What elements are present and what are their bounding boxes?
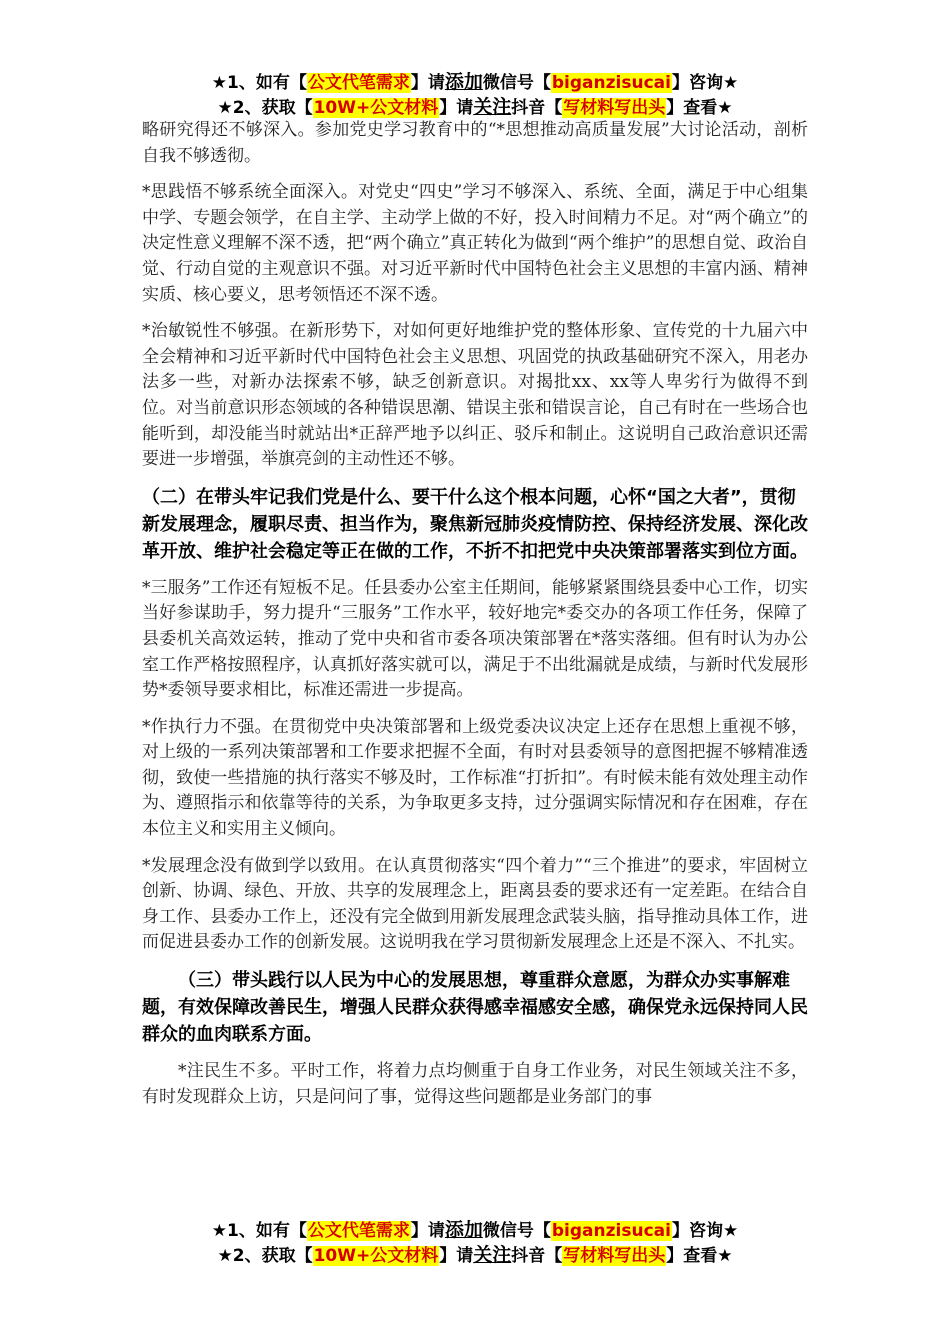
banner-text: 】咨询★	[671, 73, 739, 93]
header-banner	[140, 70, 810, 120]
body-paragraph: *治敏锐性不够强。在新形势下，对如何更好地维护党的整体形象、宣传党的十九届六中全会精神和习近平新时代中国特色社会主义思想、巩固党的执政基础研究不深入，用老办法多一些，对新办法探索不够，缺乏创新意识。对揭批xx、xx等人卑劣行为做得不到位。对当前意识形态领域的各种错误思潮、错误主张和错误言论，自己有时在一些场合也能听到，却没能当时就站出*正辞严地予以纠正、驳斥和制止。这说明自己政治意识还需要进一步增强，举旗亮剑的主动性还不够。	[142, 321, 808, 470]
section-heading: （二）在带头牢记我们党是什么、要干什么这个根本问题，心怀“国之大者”，贯彻新发展理念，履职尽责、担当作为，聚焦新冠肺炎疫情防控、保持经济发展、深化改革开放、维护社会稳定等正在做的工作，不折不扣把党中央决策部署落实到位方面。	[142, 486, 808, 562]
banner-highlight: 10W+公文材料	[313, 1246, 439, 1266]
banner-highlight: biganzisucai	[551, 73, 671, 93]
footer-banner	[140, 1218, 810, 1268]
banner-text: ★2、获取【	[217, 98, 313, 118]
banner-text: 微信号【	[482, 1221, 551, 1241]
banner-emphasis: 添加	[444, 1219, 483, 1241]
banner-text: 】请	[410, 1221, 445, 1241]
body-paragraph: *三服务”工作还有短板不足。任县委办公室主任期间，能够紧紧围绕县委中心工作，切实当好参谋助手，努力提升“三服务”工作水平，较好地完*委交办的各项工作任务，保障了县委机关高效运转，推动了党中央和省市委各项决策部署在*落实落细。但有时认为办公室工作严格按照程序，认真抓好落实就可以，满足于不出纰漏就是成绩，与新时代发展形势*委领导要求相比，标准还需进一步提高。	[142, 577, 808, 701]
banner-emphasis: 关注	[473, 1244, 512, 1266]
banner-text: ★1、如有【	[211, 1221, 307, 1241]
banner-text: 】请	[410, 73, 445, 93]
banner-line-1	[140, 1218, 810, 1243]
banner-emphasis: 添加	[444, 71, 483, 93]
banner-highlight: 写材料写出头	[563, 1246, 666, 1266]
banner-text: 微信号【	[482, 73, 551, 93]
banner-text: 】咨询★	[671, 1221, 739, 1241]
banner-line-1	[140, 70, 810, 95]
banner-highlight: 公文代笔需求	[307, 1221, 410, 1241]
banner-highlight: 写材料写出头	[563, 98, 666, 118]
body-paragraph: *思践悟不够系统全面深入。对党史“四史”学习不够深入、系统、全面，满足于中心组集中学、专题会领学，在自主学、主动学上做的不好，投入时间精力不足。对“两个确立”的决定性意义理解不深不透，把“两个确立”真正转化为做到“两个维护”的思想自觉、政治自觉、行动自觉的主观意识不强。对习近平新时代中国特色社会主义思想的丰富内涵、精神实质、核心要义，思考领悟还不深不透。	[142, 182, 808, 305]
body-paragraph: 略研究得还不够深入。参加党史学习教育中的“*思想推动高质量发展”大讨论活动，剖析自我不够透彻。	[142, 120, 808, 166]
banner-highlight: biganzisucai	[551, 1221, 671, 1241]
banner-highlight: 公文代笔需求	[307, 73, 410, 93]
body-paragraph: *发展理念没有做到学以致用。在认真贯彻落实“四个着力”“三个推进”的要求，牢固树立创新、协调、绿色、开放、共享的发展理念上，距离县委的要求还有一定差距。在结合自身工作、县委办工作上，还没有完全做到用新发展理念武装头脑，指导推动具体工作，进而促进县委办工作的创新发展。这说明我在学习贯彻新发展理念上还是不深入、不扎实。	[142, 855, 808, 953]
banner-text: ★1、如有【	[211, 73, 307, 93]
section-heading: （三）带头践行以人民为中心的发展思想，尊重群众意愿，为群众办实事解难题，有效保障改善民生，增强人民群众获得感幸福感安全感，确保党永远保持同人民群众的血肉联系方面。	[142, 970, 808, 1046]
banner-emphasis: 关注	[473, 96, 512, 118]
banner-line-2	[140, 1243, 810, 1268]
banner-text: 】请	[439, 98, 474, 118]
banner-line-2	[140, 95, 810, 120]
banner-text: 抖音【	[511, 1246, 563, 1266]
body-paragraph: *作执行力不强。在贯彻党中央决策部署和上级党委决议决定上还存在思想上重视不够，对上级的一系列决策部署和工作要求把握不全面，有时对县委领导的意图把握不够精准透彻，致使一些措施的执行落实不够及时，工作标准“打折扣”。有时候未能有效处理主动作为、遵照指示和依靠等待的关系，为争取更多支持，过分强调实际情况和存在困难，存在本位主义和实用主义倾向。	[142, 716, 808, 840]
banner-text: 】查看★	[666, 98, 733, 118]
banner-text: ★2、获取【	[217, 1246, 313, 1266]
body-paragraph: *注民生不多。平时工作，将着力点均侧重于自身工作业务，对民生领域关注不多，有时发现群众上访，只是问问了事，觉得这些问题都是业务部门的事	[142, 1061, 808, 1107]
banner-highlight: 10W+公文材料	[313, 98, 439, 118]
banner-text: 】请	[439, 1246, 474, 1266]
banner-text: 】查看★	[666, 1246, 733, 1266]
banner-text: 抖音【	[511, 98, 563, 118]
document-body	[142, 118, 808, 1121]
